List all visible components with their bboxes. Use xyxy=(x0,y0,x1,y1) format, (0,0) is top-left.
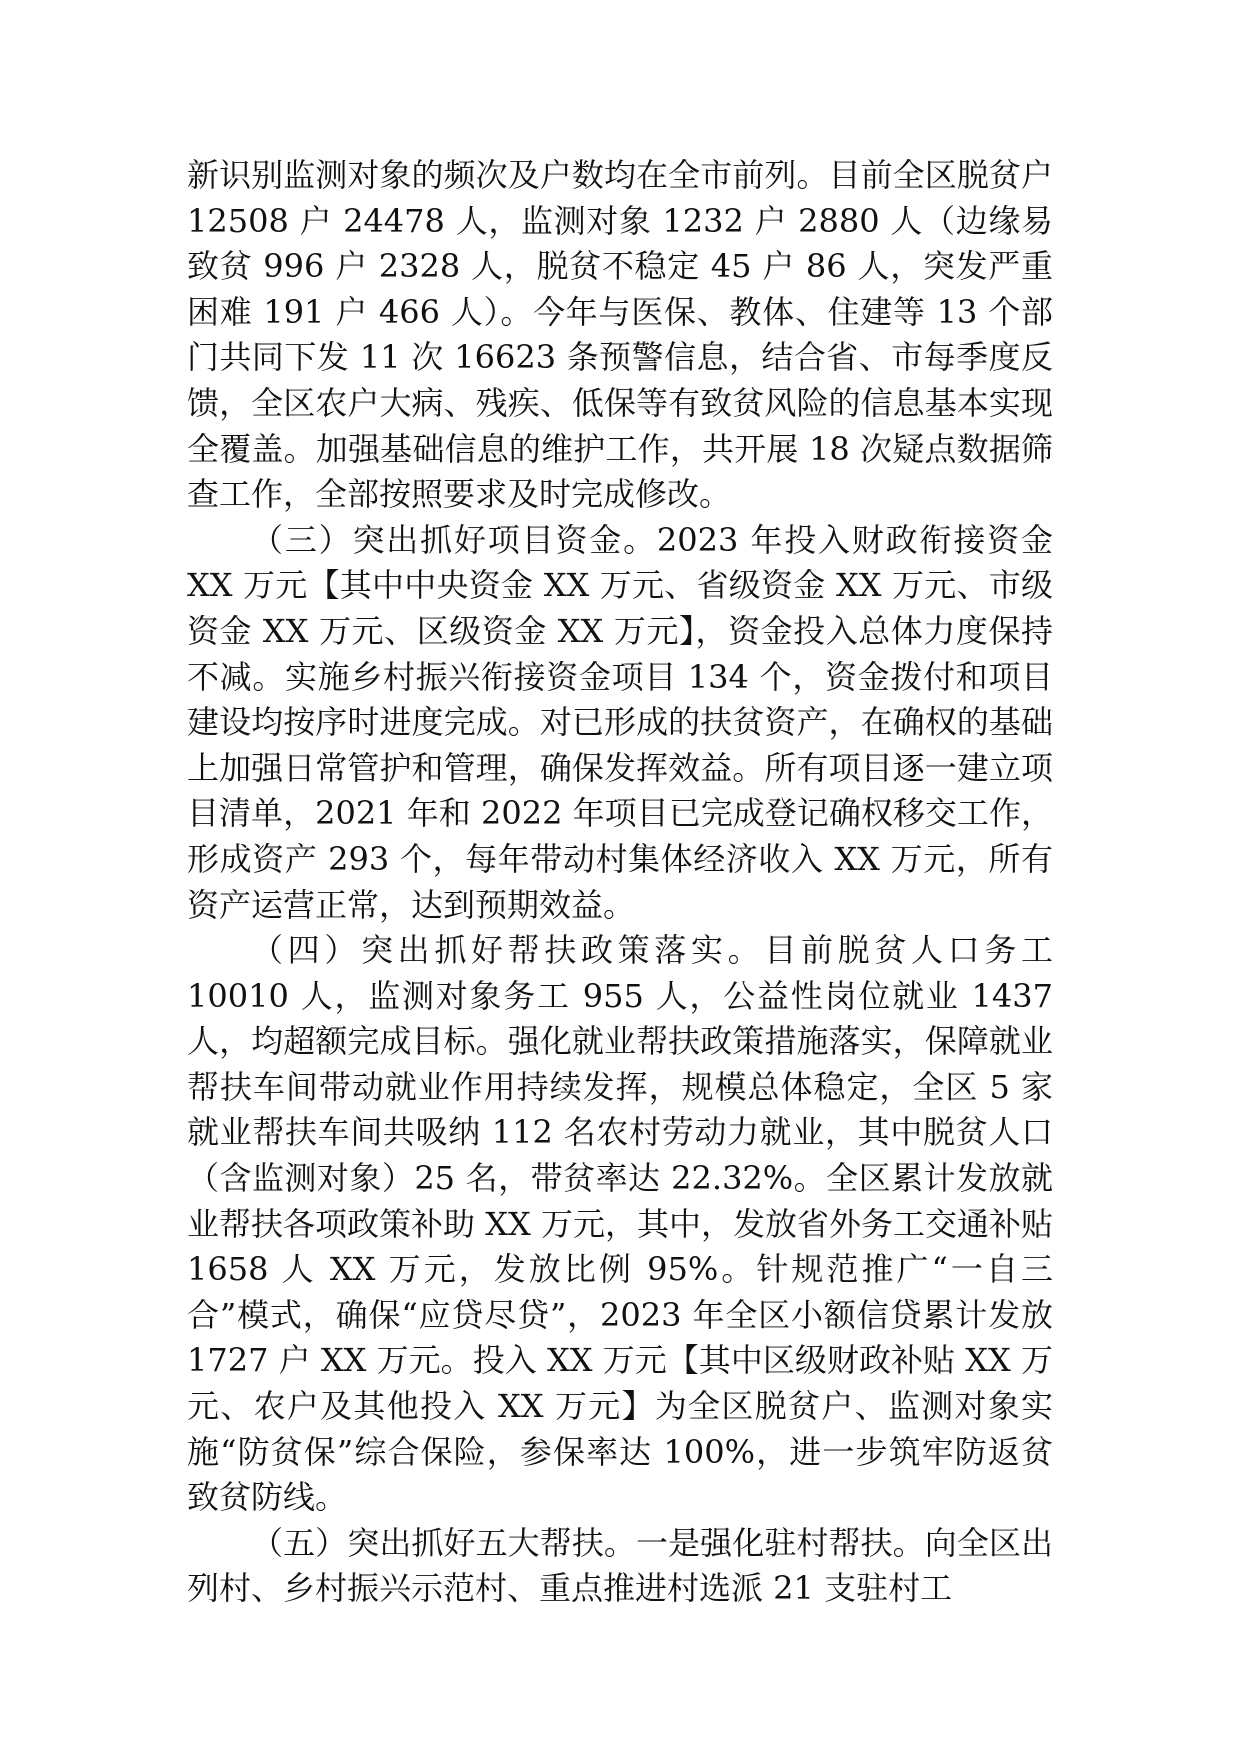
paragraph-monitoring-summary: 新识别监测对象的频次及户数均在全市前列。目前全区脱贫户 12508 户 24478 人，监测对象 1232 户 2880 人（边缘易致贫 996 户 2328 人，脱贫不稳定 45 户 86 人，突发严重困难 191 户 466 人）。今年与医保、教体、住建等 13 个部门共同下发 11 次 16623 条预警信息，结合省、市每季度反馈，全区农户大病、残疾、低保等有致贫风险的信息基本实现全覆盖。加强基础信息的维护工作，共开展 18 次疑点数据筛查工作，全部按照要求及时完成修改。 xyxy=(187,156,1053,514)
paragraph-project-funds: （三）突出抓好项目资金。2023 年投入财政衔接资金 XX 万元【其中中央资金 XX 万元、省级资金 XX 万元、市级资金 XX 万元、区级资金 XX 万元】，资金投入总体力度保持不减。实施乡村振兴衔接资金项目 134 个，资金拨付和项目建设均按序时进度完成。对已形成的扶贫资产，在确权的基础上加强日常管护和管理，确保发挥效益。所有项目逐一建立项目清单，2021 年和 2022 年项目已完成登记确权移交工作，形成资产 293 个，每年带动村集体经济收入 XX 万元，所有资产运营正常，达到预期效益。 xyxy=(187,520,1053,924)
paragraph-policy-implementation: （四）突出抓好帮扶政策落实。目前脱贫人口务工 10010 人，监测对象务工 955 人，公益性岗位就业 1437 人，均超额完成目标。强化就业帮扶政策措施落实，保障就业帮扶车间带动就业作用持续发挥，规模总体稳定，全区 5 家就业帮扶车间共吸纳 112 名农村劳动力就业，其中脱贫人口（含监测对象）25 名，带贫率达 22.32%。全区累计发放就业帮扶各项政策补助 XX 万元，其中，发放省外务工交通补贴 1658 人 XX 万元，发放比例 95%。针规范推广“一自三合”模式，确保“应贷尽贷”，2023 年全区小额信贷累计发放 1727 户 XX 万元。投入 XX 万元【其中区级财政补贴 XX 万元、农户及其他投入 XX 万元】为全区脱贫户、监测对象实施“防贫保”综合保险，参保率达 100%，进一步筑牢防返贫致贫防线。 xyxy=(187,931,1053,1517)
paragraph-five-assistance: （五）突出抓好五大帮扶。一是强化驻村帮扶。向全区出列村、乡村振兴示范村、重点推进村选派 21 支驻村工 xyxy=(187,1523,1053,1608)
document-body xyxy=(187,153,1053,1612)
